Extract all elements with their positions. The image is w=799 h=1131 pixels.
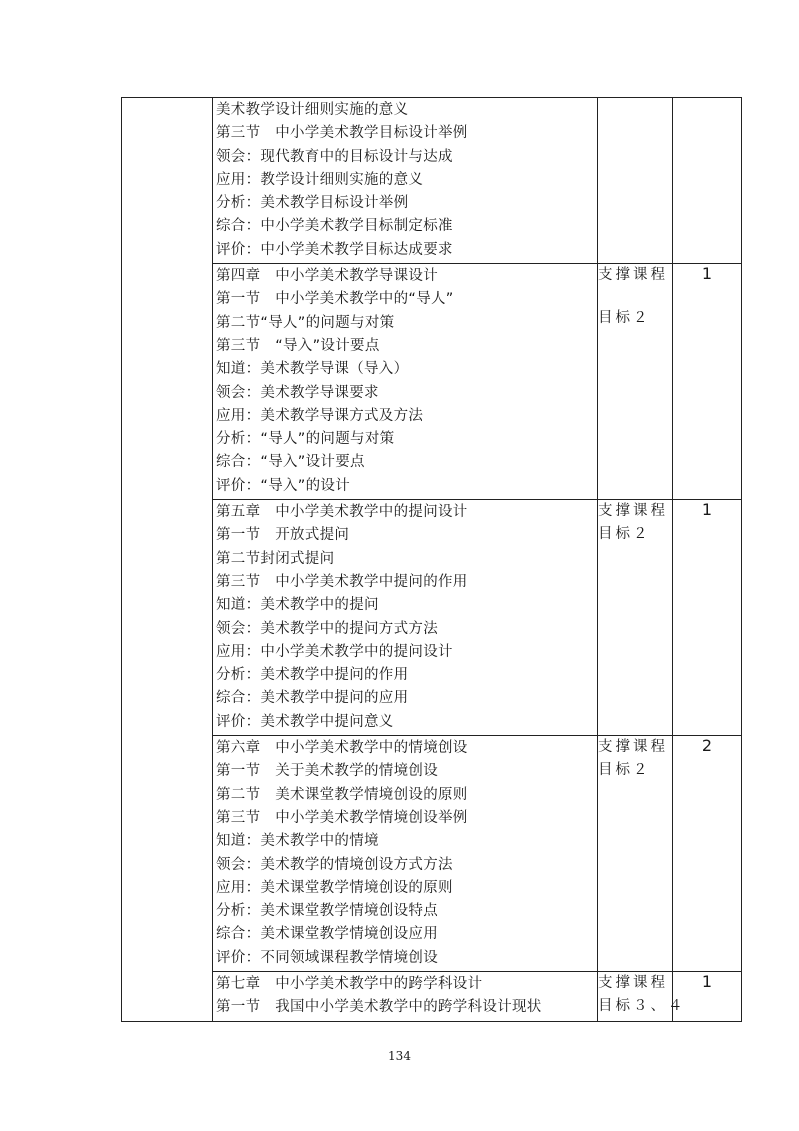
content-line: 第二节 美术课堂教学情境创设的原则 [216, 786, 468, 803]
content-line: 领会：美术教学导课要求 [216, 384, 379, 401]
content-line: 知道：美术教学导课（导入） [216, 361, 409, 378]
hours-cell: 1 [673, 971, 742, 1021]
content-line: 第四章 中小学美术教学导课设计 [216, 268, 438, 285]
content-line: 第二节“导人”的问题与对策 [216, 314, 395, 331]
support-target: 目标２ [598, 762, 651, 779]
table-row [122, 500, 742, 736]
content-line: 第六章 中小学美术教学中的情境创设 [216, 740, 468, 757]
support-target: 目标２ [598, 526, 651, 543]
content-line: 分析：美术教学中提问的作用 [216, 667, 409, 684]
empty-cell [122, 98, 213, 1022]
content-line: 第二节封闭式提问 [216, 550, 335, 567]
content-line: 评价：“导入”的设计 [216, 477, 351, 494]
hours-cell: 1 [673, 264, 742, 500]
content-line: 评价：美术教学中提问意义 [216, 713, 394, 730]
content-line: 应用：中小学美术教学中的提问设计 [216, 643, 453, 660]
support-target: 目标３、４ [598, 998, 686, 1015]
content-line: 领会：美术教学的情境创设方式方法 [216, 856, 453, 873]
syllabus-table [121, 97, 742, 1022]
support-cell [598, 736, 673, 972]
content-line: 第三节 中小学美术教学情境创设举例 [216, 809, 468, 826]
page-number: 134 [388, 1049, 411, 1063]
content-line: 领会：美术教学中的提问方式方法 [216, 620, 438, 637]
table-row [122, 736, 742, 972]
content-line: 分析：美术课堂教学情境创设特点 [216, 903, 438, 920]
content-line: 第五章 中小学美术教学中的提问设计 [216, 504, 468, 521]
content-line: 应用：美术课堂教学情境创设的原则 [216, 879, 453, 896]
support-label: 支撑课程 [598, 503, 668, 520]
content-line: 评价：不同领域课程教学情境创设 [216, 949, 438, 966]
content-cell [213, 98, 598, 264]
content-line: 第三节 中小学美术教学目标设计举例 [216, 125, 468, 142]
content-line: 美术教学设计细则实施的意义 [216, 102, 409, 118]
content-cell [213, 971, 598, 1021]
content-line: 知道：美术教学中的提问 [216, 597, 379, 614]
content-line: 综合：美术教学中提问的应用 [216, 690, 409, 707]
content-line: 综合：中小学美术教学目标制定标准 [216, 218, 453, 235]
content-line: 第三节 中小学美术教学中提问的作用 [216, 573, 468, 590]
support-cell [598, 971, 686, 1021]
content-line: 应用：美术教学导课方式及方法 [216, 407, 424, 424]
content-line: 第一节 关于美术教学的情境创设 [216, 763, 438, 780]
content-cell [213, 264, 598, 500]
support-label: 支撑课程 [598, 739, 668, 756]
content-line: 综合：“导入”设计要点 [216, 454, 365, 471]
content-line: 应用：教学设计细则实施的意义 [216, 171, 424, 188]
table-row [122, 264, 742, 500]
content-line: 第三节 “导入”设计要点 [216, 337, 380, 354]
support-label: 支撑课程 [598, 974, 668, 991]
content-line: 分析：“导人”的问题与对策 [216, 431, 395, 448]
content-line: 分析：美术教学目标设计举例 [216, 195, 409, 212]
content-cell [213, 736, 598, 972]
content-line: 领会：现代教育中的目标设计与达成 [216, 148, 453, 165]
content-line: 第一节 我国中小学美术教学中的跨学科设计现状 [216, 999, 542, 1016]
table-row [122, 971, 742, 1021]
content-line: 评价：中小学美术教学目标达成要求 [216, 241, 453, 258]
hours-cell [673, 98, 742, 264]
support-target: 目标２ [598, 310, 651, 327]
content-line: 知道：美术教学中的情境 [216, 833, 379, 850]
content-line: 第七章 中小学美术教学中的跨学科设计 [216, 975, 483, 992]
content-line: 综合：美术课堂教学情境创设应用 [216, 926, 438, 943]
support-cell [598, 98, 673, 264]
hours-cell: 1 [673, 500, 742, 736]
content-line: 第一节 中小学美术教学中的“导人” [216, 291, 454, 308]
support-cell [598, 500, 673, 736]
content-line: 第一节 开放式提问 [216, 527, 350, 544]
support-label: 支撑课程 [598, 267, 668, 284]
content-cell [213, 500, 598, 736]
hours-cell: 2 [673, 736, 742, 972]
table-row [122, 98, 742, 264]
support-cell [598, 264, 673, 500]
